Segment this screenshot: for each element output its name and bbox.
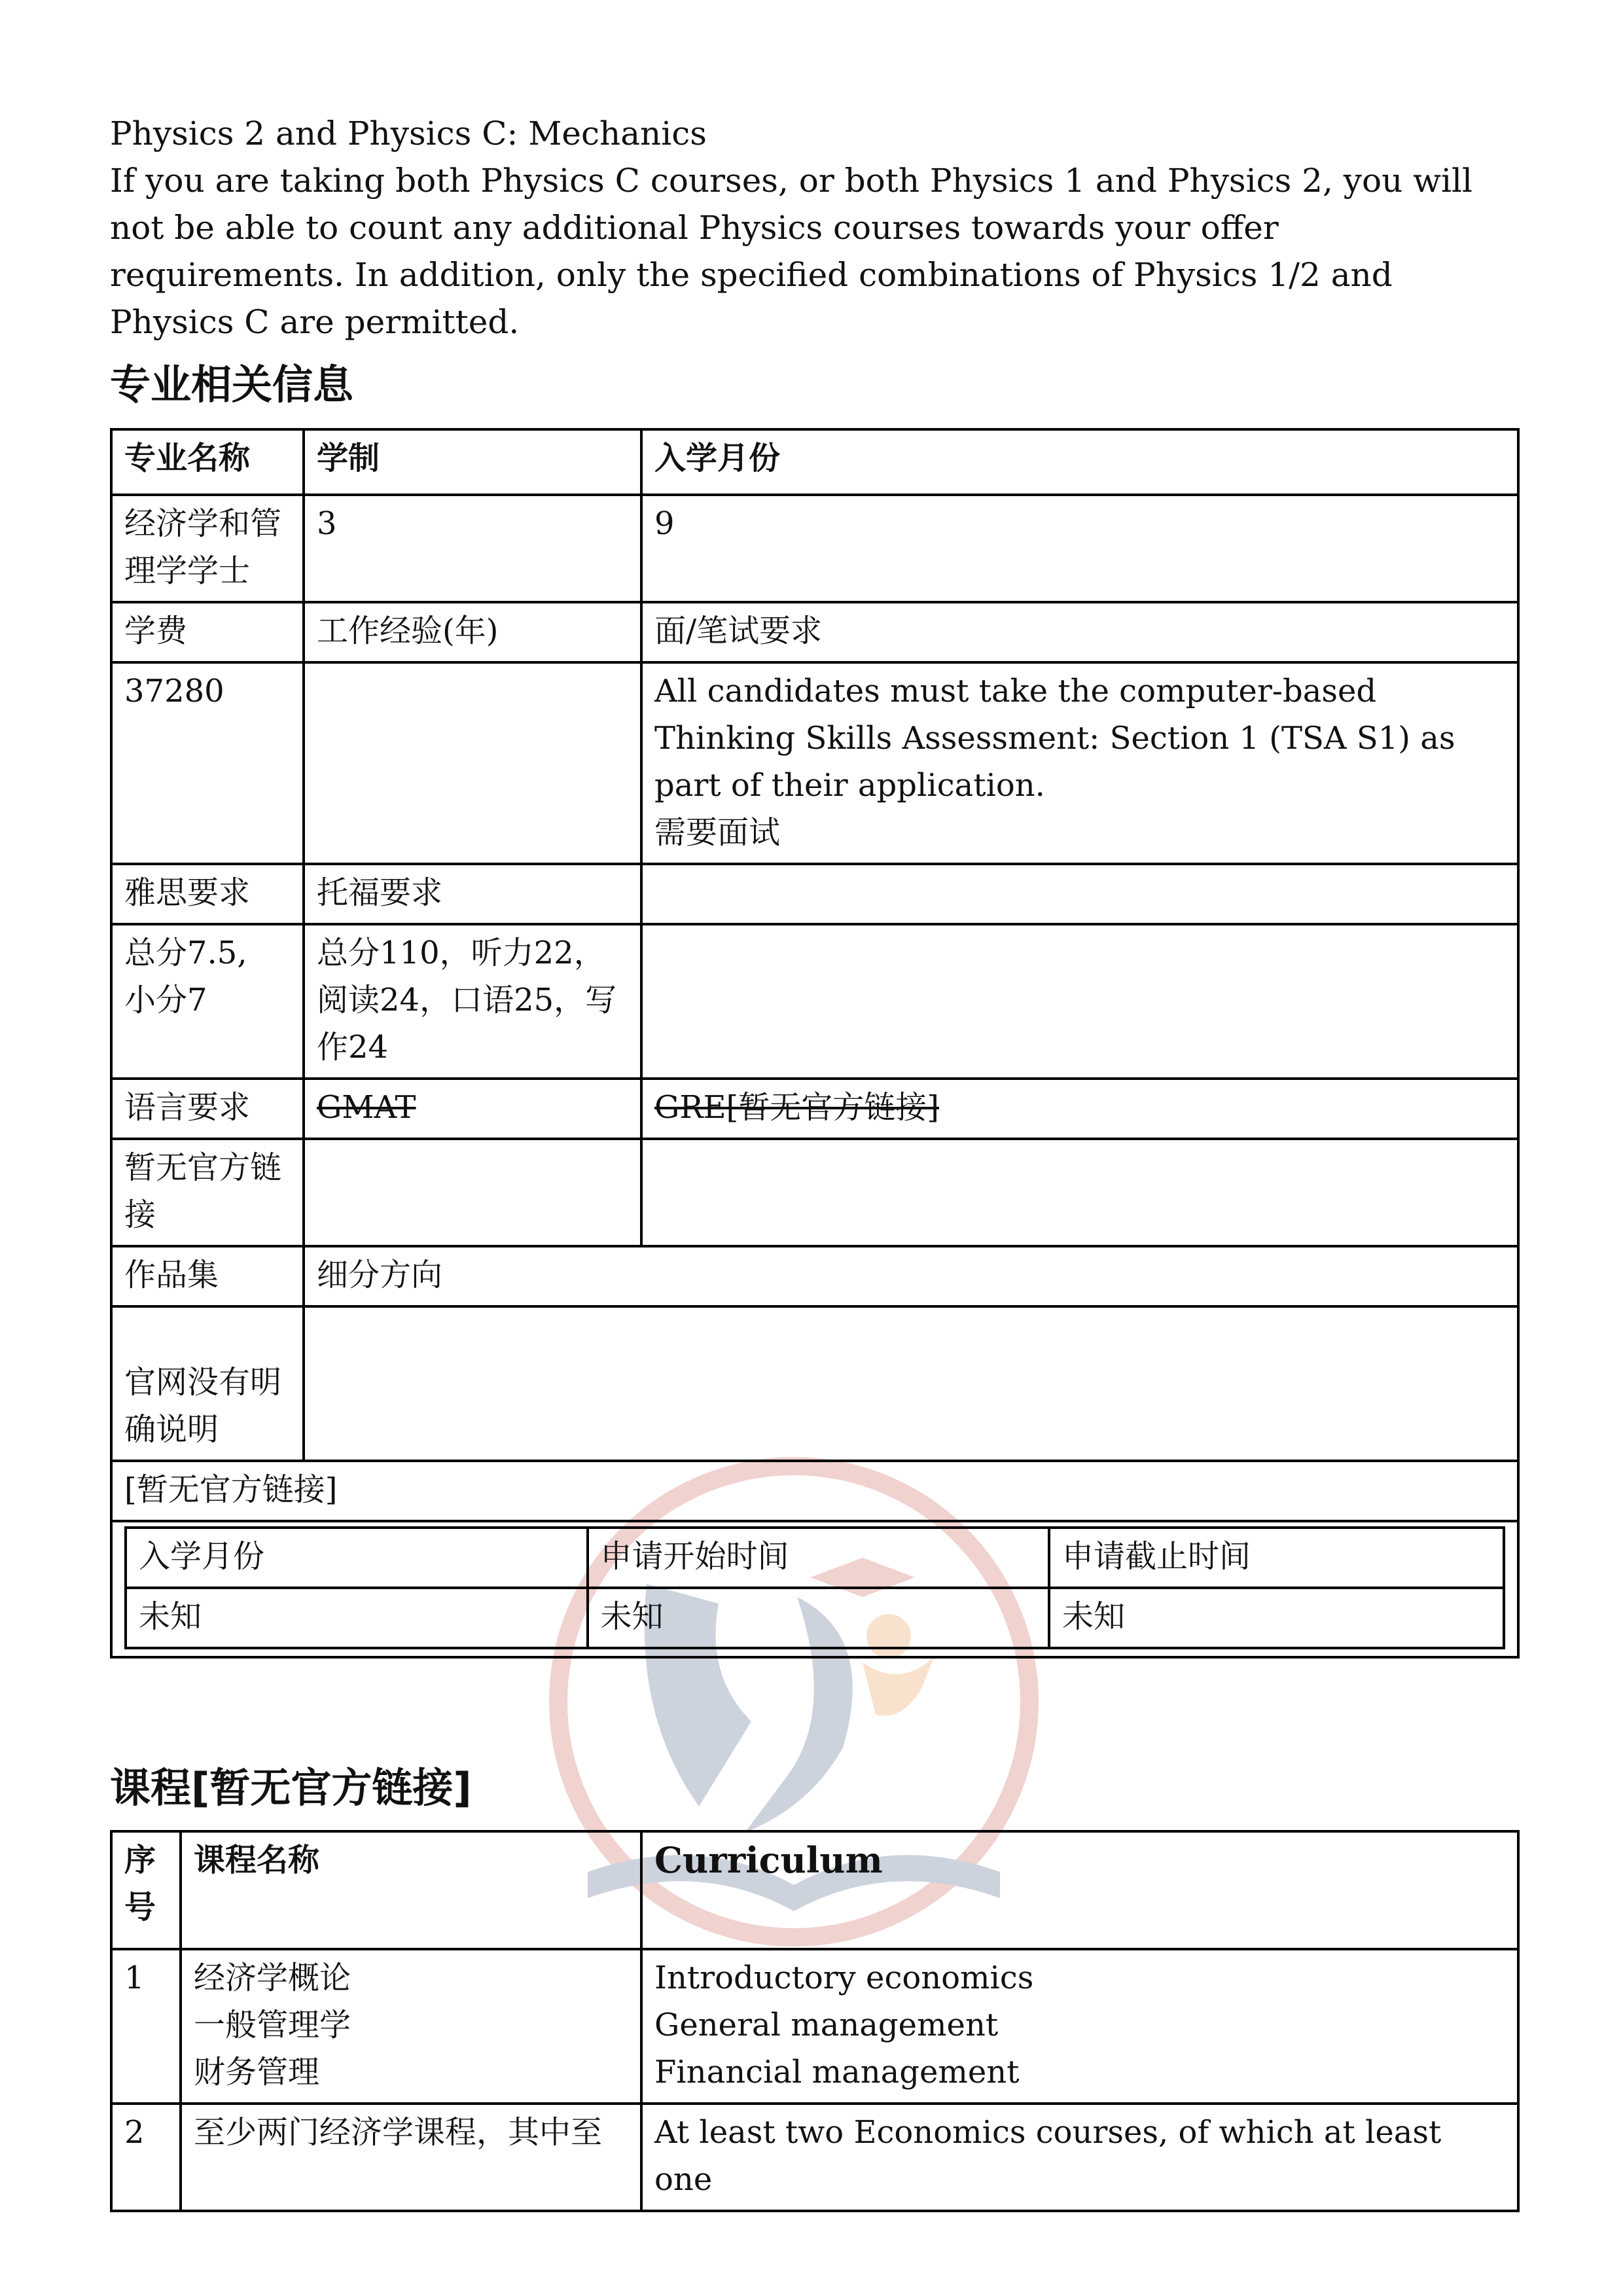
tuition-value: 37280 xyxy=(111,662,304,864)
course-name: 财务管理 xyxy=(194,2054,320,2090)
course-name: 经济学概论 xyxy=(194,1960,351,1996)
ielts-value-line-2: 小分7 xyxy=(124,982,207,1018)
program-values-row xyxy=(111,495,1518,602)
header-major-name: 专业名称 xyxy=(111,429,304,495)
course-name: 至少两门经济学课程，其中至 xyxy=(181,2104,641,2211)
ielts-label: 雅思要求 xyxy=(111,864,304,924)
course-no: 1 xyxy=(111,1949,181,2104)
course-names xyxy=(181,1949,641,2104)
portfolio-values-row xyxy=(111,1306,1518,1461)
course-curriculum xyxy=(641,1949,1518,2104)
header-course-name: 课程名称 xyxy=(181,1831,641,1949)
timeline-cell xyxy=(111,1521,1518,1657)
timeline-header-deadline: 申请截止时间 xyxy=(1049,1528,1504,1588)
tuition-label-row xyxy=(111,602,1518,662)
curriculum-item: General management xyxy=(654,2007,999,2043)
program-info-table xyxy=(110,428,1520,1659)
courses-table xyxy=(110,1830,1520,2212)
portfolio-label-row xyxy=(111,1246,1518,1306)
header-no: 序号 xyxy=(111,1831,181,1949)
gre-label: GRE[暂无官方链接] xyxy=(641,1079,1518,1139)
intro-paragraph xyxy=(110,110,1517,346)
intake-month-value: 9 xyxy=(641,495,1518,602)
header-intake-month: 入学月份 xyxy=(641,429,1518,495)
header-curriculum: Curriculum xyxy=(641,1831,1518,1949)
no-link-note: [暂无官方链接] xyxy=(111,1461,1518,1521)
timeline-header-intake: 入学月份 xyxy=(126,1528,588,1588)
curriculum-item: Introductory economics xyxy=(654,1960,1034,1996)
course-row xyxy=(111,1949,1518,2104)
direction-label: 细分方向 xyxy=(304,1246,1518,1306)
language-label: 语言要求 xyxy=(111,1079,304,1139)
duration-value: 3 xyxy=(304,495,641,602)
empty-cell xyxy=(641,864,1518,924)
no-link-row xyxy=(111,1461,1518,1521)
tuition-label: 学费 xyxy=(111,602,304,662)
test-label-row xyxy=(111,864,1518,924)
gmat-label: GMAT xyxy=(304,1079,641,1139)
program-header-row xyxy=(111,429,1518,495)
toefl-label: 托福要求 xyxy=(304,864,641,924)
interview-label: 面/笔试要求 xyxy=(641,602,1518,662)
timeline-value-start: 未知 xyxy=(588,1588,1050,1648)
interview-note: 需要面试 xyxy=(654,814,781,851)
program-section-title: 专业相关信息 xyxy=(110,361,354,408)
major-name-value: 经济学和管理学学士 xyxy=(111,495,304,602)
empty-cell xyxy=(641,924,1518,1079)
timeline-row xyxy=(111,1521,1518,1657)
course-no: 2 xyxy=(111,2104,181,2211)
work-exp-label: 工作经验(年) xyxy=(304,602,641,662)
courses-section-title: 课程[暂无官方链接] xyxy=(110,1764,472,1812)
ielts-value-line-1: 总分7.5, xyxy=(124,935,247,971)
timeline-header-row xyxy=(126,1528,1504,1588)
timeline-value-row xyxy=(126,1588,1504,1648)
direction-value xyxy=(304,1306,1518,1461)
course-row xyxy=(111,2104,1518,2211)
interview-text: All candidates must take the computer-based Thinking Skills Assessment: Section 1 (TSA S1) as part of their application. xyxy=(654,673,1455,804)
tuition-values-row xyxy=(111,662,1518,864)
gre-value xyxy=(641,1139,1518,1246)
gmat-value xyxy=(304,1139,641,1246)
timeline-value-deadline: 未知 xyxy=(1049,1588,1504,1648)
curriculum-item: At least two Economics courses, of which at least one xyxy=(641,2104,1518,2211)
intro-line-2: If you are taking both Physics C courses, or both Physics 1 and Physics 2, you will not be able to count any additional Physics courses towards your offer requirements. In addition, only the specified combinations of Physics 1/2 and Physics C are permitted. xyxy=(110,162,1472,341)
test-values-row xyxy=(111,924,1518,1079)
language-values-row xyxy=(111,1139,1518,1246)
course-name: 一般管理学 xyxy=(194,2007,351,2043)
timeline-table xyxy=(124,1526,1505,1649)
toefl-value: 总分110，听力22，阅读24，口语25，写作24 xyxy=(304,924,641,1079)
portfolio-value: 官网没有明确说明 xyxy=(111,1306,304,1461)
intro-line-1: Physics 2 and Physics C: Mechanics xyxy=(110,115,707,152)
ielts-value xyxy=(111,924,304,1079)
language-label-row xyxy=(111,1079,1518,1139)
watermark-figure-body xyxy=(863,1656,935,1716)
timeline-header-start: 申请开始时间 xyxy=(588,1528,1050,1588)
interview-requirement xyxy=(641,662,1518,864)
curriculum-item: Financial management xyxy=(654,2054,1020,2090)
work-exp-value xyxy=(304,662,641,864)
header-duration: 学制 xyxy=(304,429,641,495)
portfolio-label: 作品集 xyxy=(111,1246,304,1306)
language-value: 暂无官方链接 xyxy=(111,1139,304,1246)
courses-header-row xyxy=(111,1831,1518,1949)
timeline-value-intake: 未知 xyxy=(126,1588,588,1648)
